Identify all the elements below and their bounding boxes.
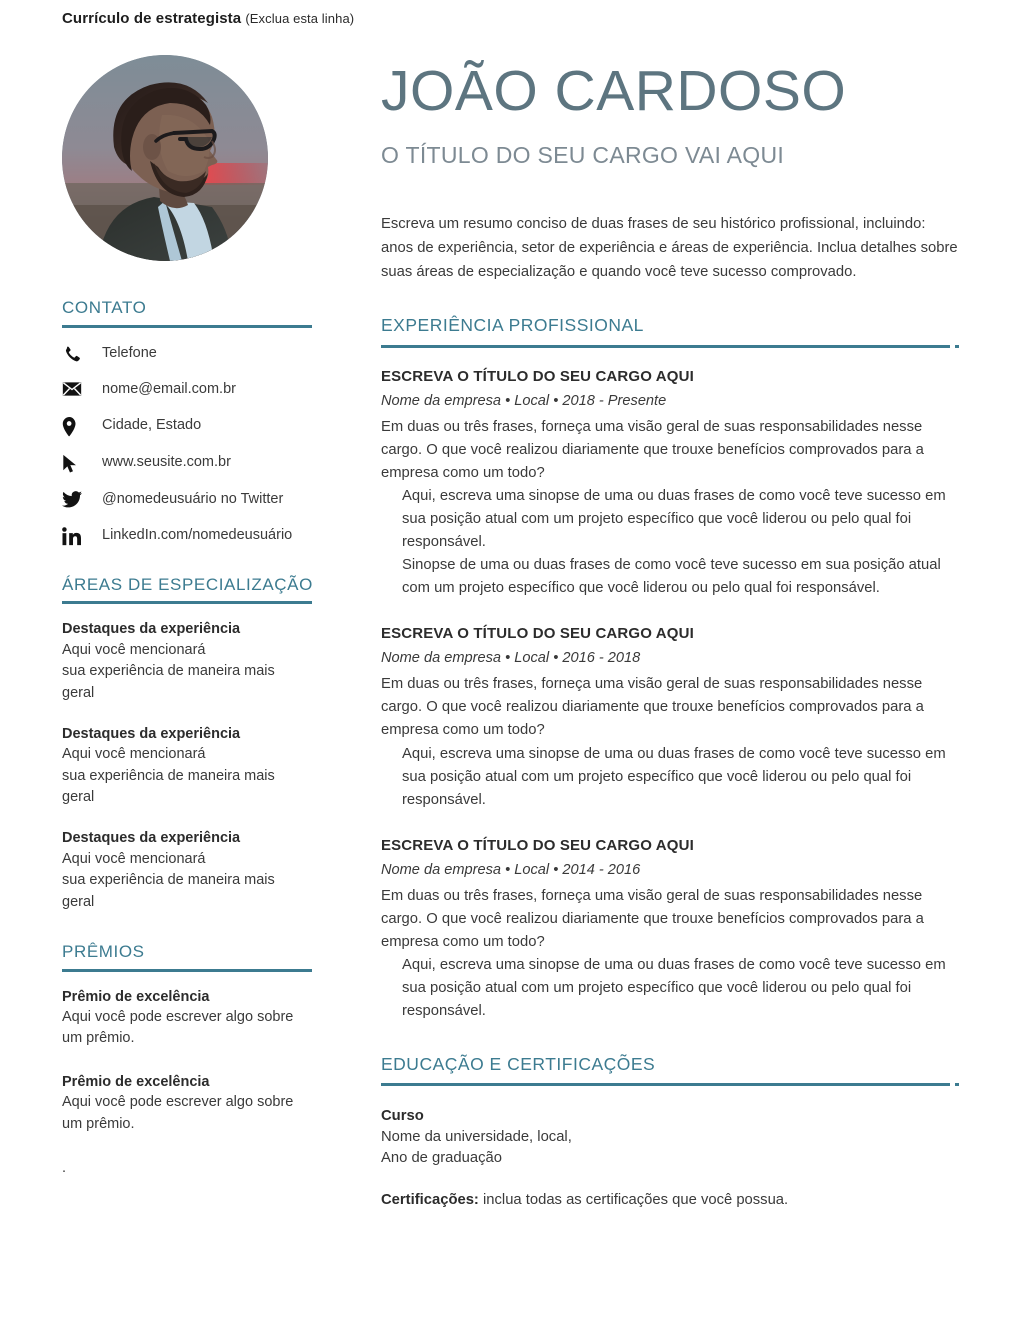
- contact-divider: [62, 325, 312, 328]
- awards-trailing-dot: .: [62, 1159, 67, 1176]
- award-item: [62, 988, 314, 1050]
- divider-line: [381, 345, 950, 348]
- award-item-title: Prêmio de excelência: [62, 1073, 210, 1090]
- contact-website-text: www.seusite.com.br: [102, 453, 231, 470]
- cursor-arrow-icon: [62, 453, 102, 474]
- education-entry: [381, 1106, 959, 1169]
- specialization-item: [62, 829, 314, 913]
- specialization-item-line: geral: [62, 789, 95, 806]
- award-item-line: um prêmio.: [62, 1115, 135, 1132]
- experience-role: ESCREVA O TÍTULO DO SEU CARGO AQUI: [381, 367, 694, 385]
- experience-bullet: Sinopse de uma ou duas frases de como você teve sucesso em sua posição atual com um projeto específico que você liderou ou pelo qual foi responsável.: [402, 557, 941, 597]
- specialization-item-line: Aqui você mencionará: [62, 746, 206, 763]
- experience-heading: EXPERIÊNCIA PROFISSIONAL: [381, 315, 644, 336]
- contact-phone-text: Telefone: [102, 344, 157, 361]
- specialization-divider: [62, 601, 312, 604]
- specialization-item-line: geral: [62, 893, 95, 910]
- specialization-item-line: sua experiência de maneira mais: [62, 872, 275, 889]
- award-item: [62, 1073, 314, 1135]
- awards-heading: PRÊMIOS: [62, 941, 145, 961]
- location-pin-icon: [62, 416, 102, 437]
- experience-bullet: Aqui, escreva uma sinopse de uma ou duas frases de como você teve sucesso em sua posição atual com um projeto específico que você liderou ou pelo qual foi responsável.: [402, 956, 946, 1020]
- contact-item-linkedin[interactable]: [62, 526, 314, 546]
- experience-meta: Nome da empresa • Local • 2016 - 2018: [381, 650, 641, 667]
- contact-twitter-text: @nomedeusuário no Twitter: [102, 490, 284, 507]
- experience-entry: [381, 625, 959, 811]
- twitter-icon: [62, 490, 102, 508]
- contact-item-twitter[interactable]: [62, 490, 314, 510]
- section-education: [381, 1055, 959, 1211]
- divider-end-dot: [955, 345, 959, 348]
- experience-description: Em duas ou três frases, forneça uma visão geral de suas responsabilidades nesse cargo. O que você realizou diariamente que trouxe benefícios comprovados para a empresa como um todo?: [381, 418, 924, 481]
- certifications-line: [381, 1190, 959, 1211]
- phone-icon: [62, 344, 102, 364]
- contact-item-location[interactable]: [62, 416, 314, 437]
- award-item-title: Prêmio de excelência: [62, 988, 210, 1005]
- section-contact: [62, 299, 314, 546]
- professional-summary: Escreva um resumo conciso de duas frases de seu histórico profissional, incluindo: anos de experiência, setor de experiência e áreas de experiência. Inclua detalhes sobre suas áreas de especialização e quando você teve sucesso comprovado.: [381, 215, 958, 280]
- section-awards: [62, 943, 314, 1179]
- contact-heading: CONTATO: [62, 298, 147, 317]
- education-course-line: Nome da universidade, local,: [381, 1129, 572, 1146]
- headline-job-title: O TÍTULO DO SEU CARGO VAI AQUI: [381, 142, 785, 169]
- specialization-item-title: Destaques da experiência: [62, 621, 241, 638]
- experience-bullet: Aqui, escreva uma sinopse de uma ou duas frases de como você teve sucesso em sua posição atual com um projeto específico que você liderou ou pelo qual foi responsável.: [402, 487, 946, 551]
- experience-divider: [381, 345, 959, 348]
- avatar: [62, 55, 268, 261]
- specialization-heading: ÁREAS DE ESPECIALIZAÇÃO: [62, 574, 313, 594]
- experience-entry: [381, 837, 959, 1023]
- experience-meta: Nome da empresa • Local • 2018 - Presente: [381, 392, 667, 409]
- experience-meta: Nome da empresa • Local • 2014 - 2016: [381, 861, 641, 878]
- certifications-label: Certificações:: [381, 1192, 479, 1209]
- specialization-item-line: Aqui você mencionará: [62, 641, 206, 658]
- experience-entry: [381, 368, 959, 601]
- template-note-title: Currículo de estrategista: [62, 10, 242, 27]
- contact-linkedin-text: LinkedIn.com/nomedeusuário: [102, 526, 293, 543]
- divider-end-dot: [955, 1083, 959, 1086]
- specialization-item: [62, 620, 314, 704]
- profile-photo-illustration: [62, 55, 268, 261]
- sidebar: [62, 55, 314, 1179]
- experience-bullet: Aqui, escreva uma sinopse de uma ou duas frases de como você teve sucesso em sua posição atual com um projeto específico que você liderou ou pelo qual foi responsável.: [402, 745, 946, 808]
- specialization-item-line: sua experiência de maneira mais: [62, 663, 275, 680]
- divider-line: [381, 1083, 950, 1086]
- contact-item-phone[interactable]: [62, 344, 314, 364]
- section-specialization: [62, 576, 314, 913]
- experience-description: Em duas ou três frases, forneça uma visão geral de suas responsabilidades nesse cargo. O que você realizou diariamente que trouxe benefícios comprovados para a empresa como um todo?: [381, 887, 924, 950]
- main-content: [381, 59, 959, 1211]
- specialization-item: [62, 725, 314, 809]
- specialization-item-title: Destaques da experiência: [62, 725, 241, 742]
- contact-email-text: nome@email.com.br: [102, 380, 236, 397]
- award-item-line: Aqui você pode escrever algo sobre: [62, 1094, 294, 1111]
- award-item-line: Aqui você pode escrever algo sobre: [62, 1009, 294, 1026]
- specialization-item-line: sua experiência de maneira mais: [62, 767, 275, 784]
- education-heading: EDUCAÇÃO E CERTIFICAÇÕES: [381, 1054, 656, 1075]
- contact-item-website[interactable]: [62, 453, 314, 474]
- experience-description: Em duas ou três frases, forneça uma visão geral de suas responsabilidades nesse cargo. O que você realizou diariamente que trouxe benefícios comprovados para a empresa como um todo?: [381, 676, 924, 739]
- template-instruction-note: [62, 10, 354, 27]
- education-course-line: Ano de graduação: [381, 1150, 502, 1167]
- specialization-item-title: Destaques da experiência: [62, 830, 241, 847]
- linkedin-icon: [62, 526, 102, 546]
- specialization-item-line: geral: [62, 684, 95, 701]
- experience-role: ESCREVA O TÍTULO DO SEU CARGO AQUI: [381, 836, 694, 854]
- envelope-icon: [62, 380, 102, 397]
- contact-item-email[interactable]: [62, 380, 314, 400]
- page-title: JOÃO CARDOSO: [381, 59, 847, 123]
- contact-list: [62, 344, 314, 546]
- education-course-title: Curso: [381, 1108, 424, 1125]
- certifications-text: inclua todas as certificações que você possua.: [478, 1192, 789, 1209]
- template-note-hint: (Exclua esta linha): [245, 11, 355, 26]
- awards-divider: [62, 969, 312, 972]
- specialization-item-line: Aqui você mencionará: [62, 850, 206, 867]
- contact-location-text: Cidade, Estado: [102, 416, 202, 433]
- experience-role: ESCREVA O TÍTULO DO SEU CARGO AQUI: [381, 625, 694, 643]
- award-item-line: um prêmio.: [62, 1030, 135, 1047]
- section-experience: [381, 316, 959, 1023]
- education-divider: [381, 1083, 959, 1086]
